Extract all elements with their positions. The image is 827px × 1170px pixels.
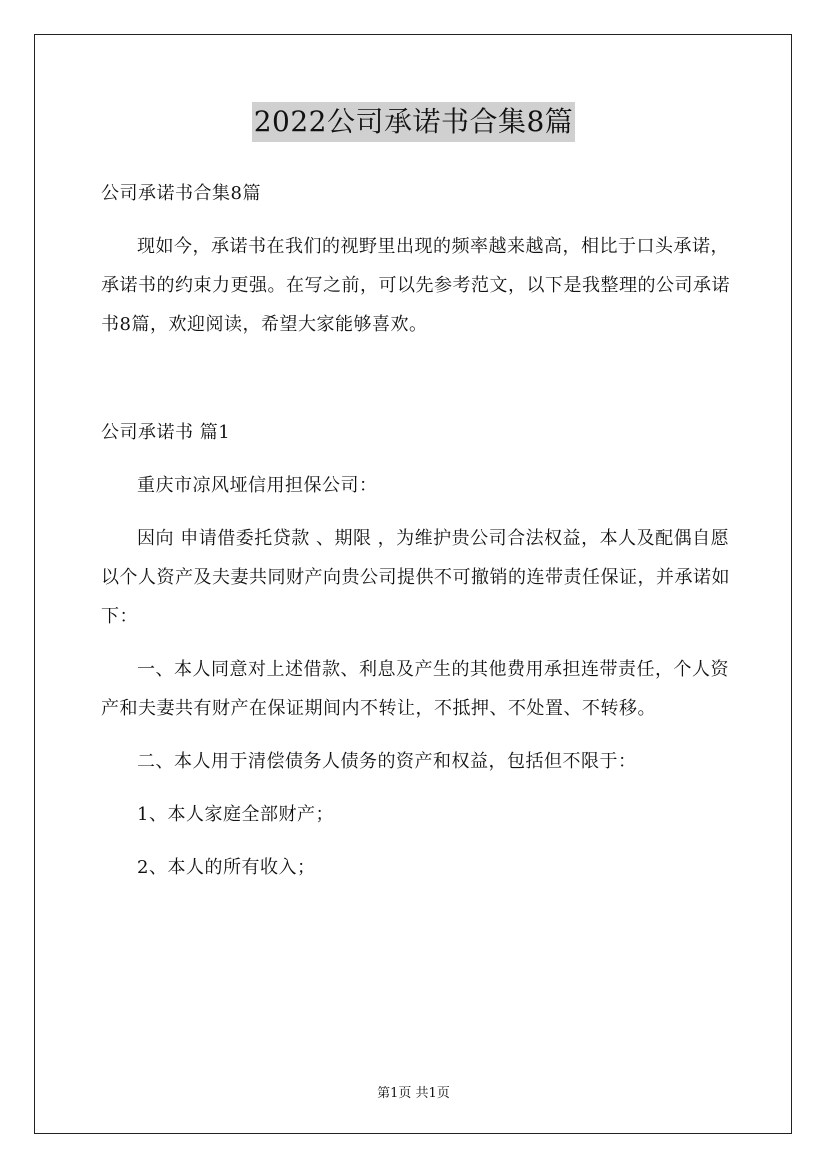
paragraph-3: 二、本人用于清偿债务人债务的资产和权益，包括但不限于： [137, 751, 637, 772]
document-title: 2022公司承诺书合集8篇 [252, 102, 576, 142]
list-item: 2、本人的所有收入； [137, 857, 316, 878]
subtitle: 公司承诺书合集8篇 [101, 183, 261, 204]
document-body [101, 174, 731, 901]
page-footer: 第1页 共1页 [377, 1086, 450, 1101]
section-gap [101, 358, 731, 413]
list-item: 1、本人家庭全部财产； [137, 804, 334, 825]
intro-paragraph: 现如今，承诺书在我们的视野里出现的频率越来越高，相比于口头承诺，承诺书的约束力更强。在写之前，可以先参考范文，以下是我整理的公司承诺书8篇，欢迎阅读，希望大家能够喜欢。 [101, 236, 730, 335]
section-heading: 公司承诺书 篇1 [101, 422, 231, 443]
addressee: 重庆市凉风垭信用担保公司： [137, 475, 378, 496]
paragraph-2: 一、本人同意对上述借款、利息及产生的其他费用承担连带责任，个人资产和夫妻共有财产在保证期间内不转让，不抵押、不处置、不转移。 [101, 659, 729, 719]
title-container [0, 102, 827, 142]
paragraph-1: 因向 申请借委托贷款 、期限 ，为维护贵公司合法权益，本人及配偶自愿以个人资产及夫妻共同财产向贵公司提供不可撤销的连带责任保证，并承诺如下： [101, 528, 730, 627]
